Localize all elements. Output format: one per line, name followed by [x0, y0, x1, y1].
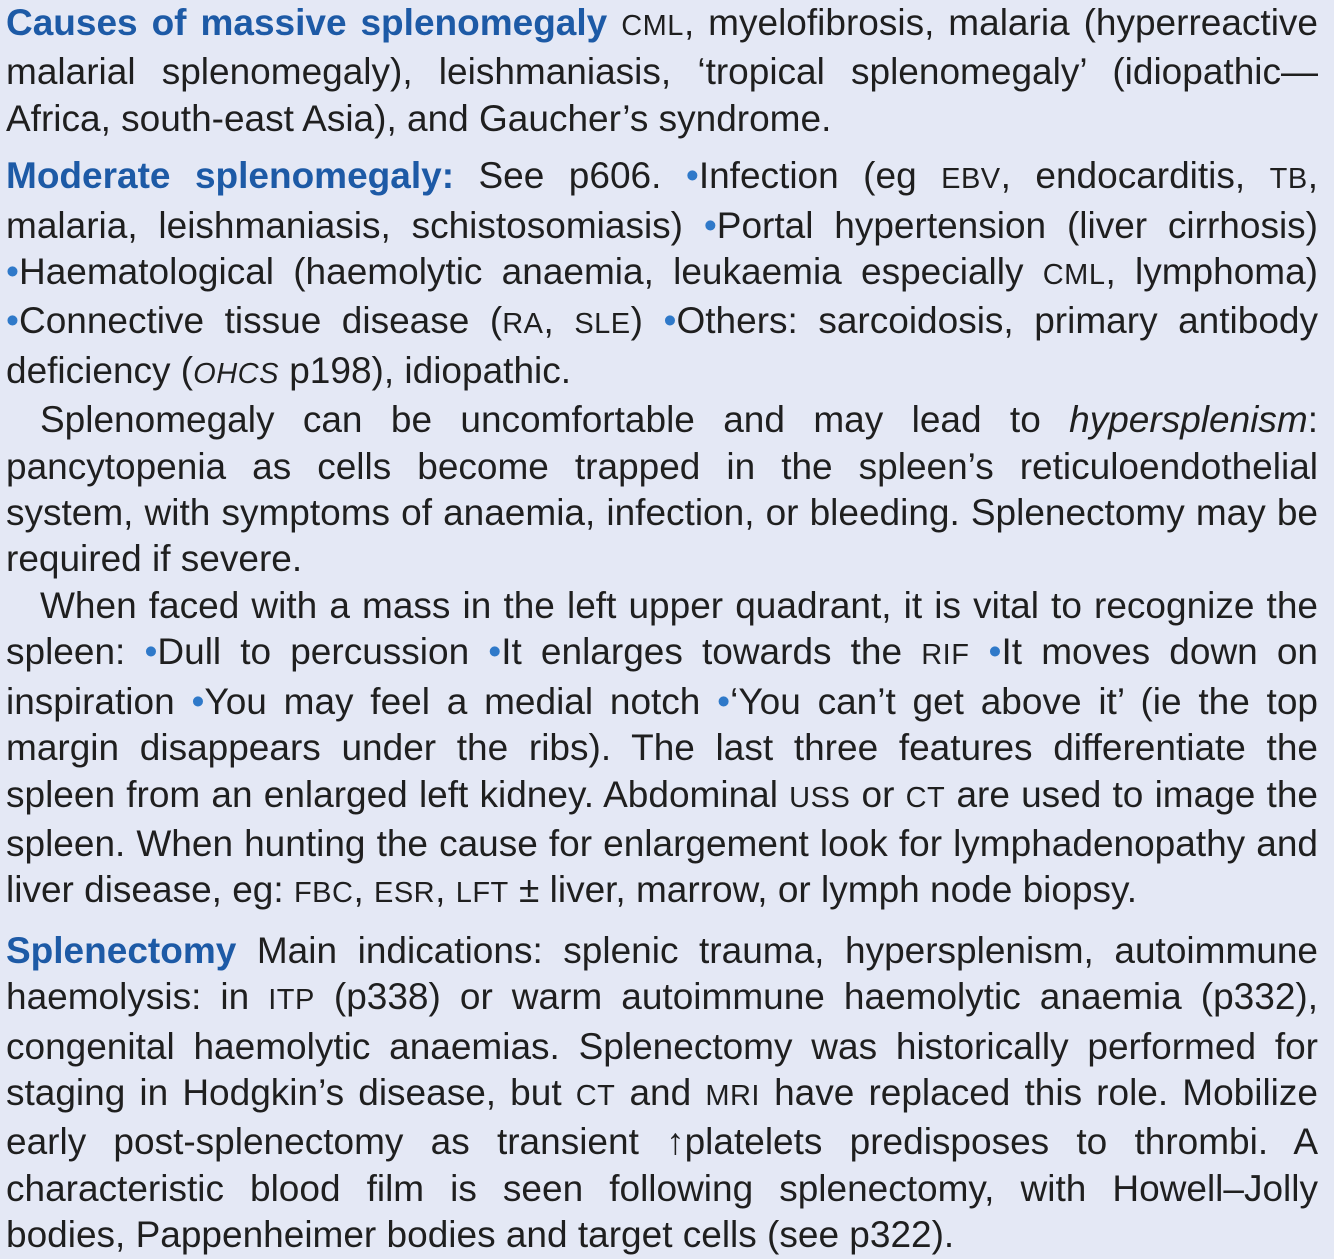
text: ‘You can’t get above it’ (ie the top margin disappears under the ribs). The last three features differentiate the spleen from an enlarged left kidney. Abdominal — [6, 680, 1318, 815]
text: platelets predisposes to thrombi. A characteristic blood film is seen following splenectomy, with Howell–Jolly bodies, Pappenheimer bodies and target cells (see p322). — [6, 1121, 1318, 1256]
text: , lymphoma) — [1105, 251, 1318, 293]
text — [969, 631, 988, 672]
text: (p338) or warm autoimmune haemolytic anaemia (p332), congenital haemolytic anaemias. Splenectomy was historically performed for staging in Hodgkin’s disease, but — [6, 976, 1318, 1113]
splenectomy-heading: Splenectomy — [6, 929, 237, 971]
text: When faced with a mass in the left upper quadrant, it is vital to recognize the spleen: — [6, 584, 1318, 673]
bullet-icon: • — [144, 631, 158, 673]
text: ) — [630, 300, 664, 342]
splenectomy-paragraph — [6, 928, 1318, 1259]
bullet-icon: • — [191, 680, 205, 722]
text: and — [615, 1071, 706, 1113]
text: : pancytopenia as cells become trapped in the spleen’s reticuloendothelial system, with symptoms of anaemia, infection, or bleeding. Splenectomy may be required if severe. — [6, 399, 1318, 580]
hypersplenism-paragraph — [6, 397, 1318, 583]
text: Dull to percussion — [157, 631, 489, 673]
text: , — [435, 869, 456, 911]
text: are used to image the spleen. When hunting the cause for enlargement look for lymphadenopathy and liver disease, eg: — [6, 773, 1318, 911]
text: It enlarges towards the — [501, 631, 922, 673]
abbreviation: OHCS — [193, 357, 279, 390]
abbreviation: CT — [575, 1079, 616, 1112]
moderate-splenomegaly-paragraph — [6, 153, 1318, 397]
bullet-icon: • — [6, 300, 19, 342]
abbreviation: RA — [502, 308, 544, 341]
massive-splenomegaly-heading: Causes of massive splenomegaly — [6, 2, 608, 43]
text: or — [850, 773, 906, 815]
bullet-icon: • — [488, 631, 502, 673]
massive-splenomegaly-paragraph — [6, 0, 1318, 142]
text: Connective tissue disease ( — [18, 300, 503, 342]
abbreviation: CML — [1042, 259, 1106, 292]
abbreviation: RIF — [921, 639, 970, 672]
text: , — [353, 869, 374, 911]
bullet-icon: • — [717, 680, 731, 722]
text: have replaced this role. Mobilize early post-splenectomy as transient — [6, 1071, 1318, 1163]
bullet-icon: • — [6, 251, 19, 293]
text: , endocarditis, — [1000, 155, 1270, 197]
text: ± liver, marrow, or lymph node biopsy. — [508, 869, 1138, 911]
text: p198), idiopathic. — [278, 349, 572, 391]
abbreviation: LFT — [455, 877, 509, 910]
text: It moves down on inspiration — [6, 631, 1319, 722]
up-arrow-icon: ↑ — [666, 1121, 685, 1163]
bullet-icon: • — [988, 631, 1002, 673]
text: You may feel a medial notch — [204, 680, 718, 722]
abbreviation: CML — [621, 10, 684, 42]
text: , — [543, 300, 575, 342]
spleen-recognition-paragraph — [6, 583, 1318, 917]
text — [607, 2, 621, 43]
bullet-icon: • — [685, 155, 699, 197]
abbreviation: FBC — [293, 877, 354, 910]
abbreviation: ITP — [268, 984, 315, 1017]
bullet-icon: • — [663, 300, 677, 342]
abbreviation: ESR — [374, 877, 436, 910]
text: Portal hypertension (liver cirrhosis) — [716, 204, 1318, 246]
emphasis: hypersplenism — [1069, 399, 1308, 441]
text: See p606. — [454, 155, 686, 197]
abbreviation: TB — [1269, 163, 1308, 196]
text: Infection (eg — [698, 155, 942, 197]
abbreviation: EBV — [941, 163, 1001, 196]
text: , malaria, leishmaniasis, schistosomiasis) — [6, 155, 1318, 246]
text: Splenomegaly can be uncomfortable and may lead to — [40, 399, 1070, 441]
text: Main indications: splenic trauma, hypersplenism, autoimmune haemolysis: in — [6, 929, 1318, 1018]
text: Others: sarcoidosis, primary antibody deficiency ( — [6, 300, 1318, 391]
text: , myelofibrosis, malaria (hyperreactive malarial splenomegaly), leishmaniasis, ‘tropical splenomegaly’ (idiopathic—Africa, south-east Asia), and Gaucher’s syndrome. — [6, 2, 1318, 139]
bullet-icon: • — [703, 204, 717, 246]
moderate-splenomegaly-heading: Moderate splenomegaly: — [6, 155, 455, 197]
text: Haematological (haemolytic anaemia, leukaemia especially — [18, 251, 1043, 293]
abbreviation: MRI — [705, 1079, 760, 1112]
abbreviation: SLE — [574, 308, 631, 341]
abbreviation: CT — [905, 781, 946, 814]
abbreviation: USS — [789, 781, 851, 814]
